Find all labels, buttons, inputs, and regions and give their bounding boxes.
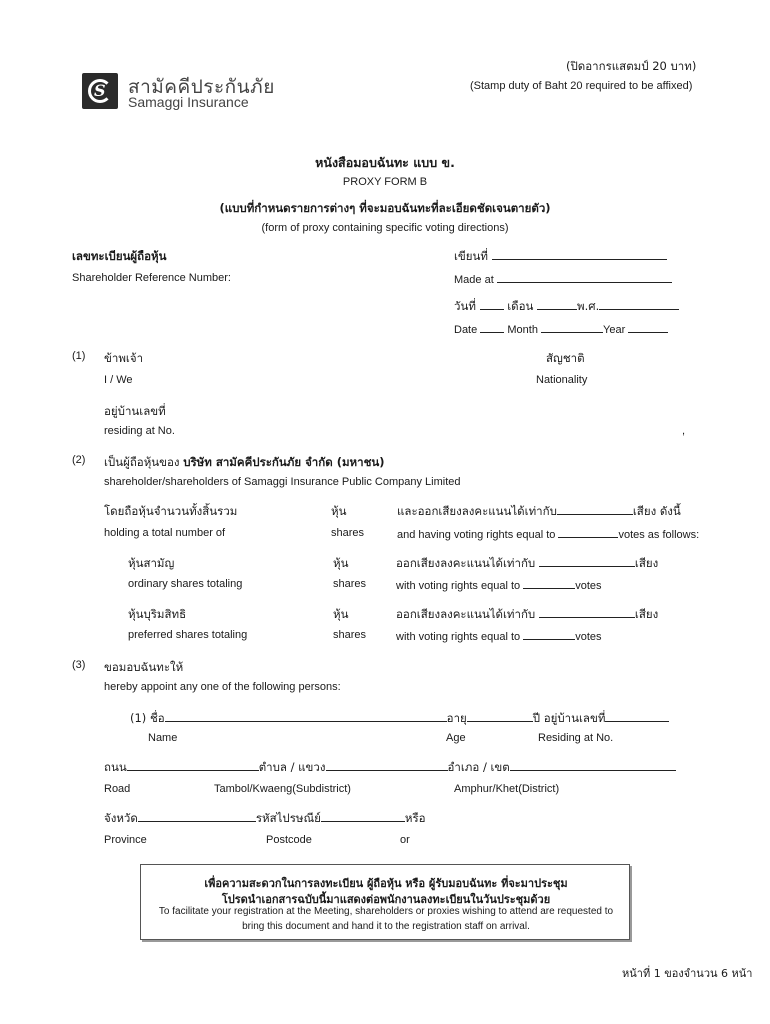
month-field[interactable] (541, 322, 603, 333)
road-field[interactable] (127, 760, 259, 771)
section-2-number: (2) (72, 454, 86, 466)
date-row-th: วันที่ เดือน พ.ศ. (454, 298, 679, 316)
preferred-shares-field[interactable] (250, 617, 322, 633)
section-2-text-th: เป็นผู้ถือหุ้นของ บริษัท สามัคคีประกันภัย จำกัด (มหาชน) (104, 455, 385, 469)
preferred-votes-label-th: ออกเสียงลงคะแนนได้เท่ากับ เสียง (396, 607, 659, 621)
postcode-label-en: Postcode (266, 834, 312, 846)
proxy-name-row-th: (1) ชื่อ อายุ ปี อยู่บ้านเลขที่ (130, 710, 669, 728)
ref-label-th: เลขทะเบียนผู้ถือหุ้น (72, 249, 167, 263)
made-at-field[interactable] (497, 272, 672, 283)
made-at-field-th[interactable] (492, 249, 667, 260)
stamp-note-th: (ปิดอากรแสตมป์ 20 บาท) (566, 59, 697, 73)
company-logo-icon: S (82, 73, 118, 109)
preferred-shares-label-th: หุ้นบุริมสิทธิ (128, 607, 187, 621)
form-subtitle-en: (form of proxy containing specific voting directions) (261, 222, 509, 234)
proxy-age-label-en: Age (446, 732, 466, 744)
residing-label-en: residing at No. (104, 425, 175, 437)
month-field-th[interactable] (537, 299, 577, 310)
ordinary-shares-unit-th: หุ้น (333, 556, 349, 570)
residing-label-th: อยู่บ้านเลขที่ (104, 404, 166, 418)
preferred-votes-label-en: with voting rights equal to votes (396, 631, 602, 643)
day-field-th[interactable] (480, 299, 504, 310)
ordinary-shares-field[interactable] (250, 566, 322, 582)
or-label-en: or (400, 834, 410, 846)
total-shares-field[interactable] (240, 513, 320, 529)
proxy-residing-field[interactable] (605, 711, 669, 722)
ordinary-votes-label-th: ออกเสียงลงคะแนนได้เท่ากับ เสียง (396, 556, 659, 570)
section-3-text-th: ขอมอบฉันทะให้ (104, 660, 184, 674)
ordinary-votes-field[interactable] (523, 578, 575, 589)
form-title-th: หนังสือมอบฉันทะ แบบ ข. (315, 155, 455, 170)
total-shares-label-th: โดยถือหุ้นจำนวนทั้งสิ้นรวม (104, 504, 238, 518)
proxy-age-field[interactable] (467, 711, 533, 722)
total-shares-label-en: holding a total number of (104, 527, 226, 539)
road-label-en: Road (104, 783, 131, 795)
preferred-shares-unit-th: หุ้น (333, 607, 349, 621)
page-number: หน้าที่ 1 ของจำนวน 6 หน้า (622, 967, 753, 980)
section-3-text-en: hereby appoint any one of the following persons: (104, 681, 341, 693)
section-1-i-en: I / We (104, 374, 133, 386)
total-votes-label-th: และออกเสียงลงคะแนนได้เท่ากับ เสียง ดังนี้ (397, 504, 681, 518)
section-2-text-en: shareholder/shareholders of Samaggi Insurance Public Company Limited (104, 476, 461, 488)
section-3-number: (3) (72, 659, 86, 671)
ordinary-votes-label-en: with voting rights equal to votes (396, 580, 602, 592)
road-row-th: ถนน ตำบล / แขวง อำเภอ / เขต (104, 759, 676, 777)
registration-notice-box (140, 864, 630, 940)
notice-line-1-en: To facilitate your registration at the Meeting, shareholders or proxies wishing to attend are requested to (158, 906, 614, 917)
total-votes-field-th[interactable] (557, 504, 633, 515)
date-row-en: Date Month Year (454, 322, 668, 336)
ordinary-shares-unit-en: shares (333, 578, 367, 590)
ordinary-shares-label-en: ordinary shares totaling (128, 578, 243, 590)
notice-line-1-th: เพื่อความสะดวกในการลงทะเบียน ผู้ถือหุ้น หรือ ผู้รับมอบฉันทะ ที่จะมาประชุม (204, 877, 568, 890)
section-1-i-th: ข้าพเจ้า (104, 351, 144, 365)
made-at-label-en: Made at (454, 272, 672, 286)
total-shares-unit-en: shares (331, 527, 365, 539)
form-subtitle-th: (แบบที่กำหนดรายการต่างๆ ที่จะมอบฉันทะที่ละเอียดชัดเจนตายตัว) (219, 201, 551, 215)
logo-name-th: สามัคคีประกันภัย (128, 76, 275, 98)
amphur-label-en: Amphur/Khet(District) (454, 783, 560, 795)
logo-name-en: Samaggi Insurance (128, 94, 249, 110)
nationality-label-th: สัญชาติ (546, 351, 585, 365)
postcode-field[interactable] (321, 811, 405, 822)
year-field-th[interactable] (599, 299, 679, 310)
province-row-th: จังหวัด รหัสไปรษณีย์ หรือ (104, 811, 426, 825)
province-field[interactable] (138, 811, 256, 822)
preferred-votes-field-th[interactable] (539, 607, 635, 618)
date-field[interactable] (480, 322, 504, 333)
total-votes-field[interactable] (558, 527, 618, 538)
address-comma: , (682, 425, 686, 437)
preferred-shares-unit-en: shares (333, 629, 367, 641)
total-shares-unit-th: หุ้น (331, 504, 347, 518)
shareholder-name-field[interactable] (140, 360, 520, 376)
notice-line-2-th: โปรดนำเอกสารฉบับนี้มาแสดงต่อพนักงานลงทะเบียนในวันประชุมด้วย (221, 893, 551, 906)
ref-label-en: Shareholder Reference Number: (72, 272, 231, 284)
ordinary-shares-label-th: หุ้นสามัญ (128, 556, 175, 570)
ordinary-votes-field-th[interactable] (539, 556, 635, 567)
year-field[interactable] (628, 322, 668, 333)
notice-line-2-en: bring this document and hand it to the registration staff on arrival. (242, 921, 530, 932)
made-at-label-th: เขียนที่ (454, 248, 667, 266)
tambol-label-en: Tambol/Kwaeng(Subdistrict) (214, 783, 351, 795)
form-title-en: PROXY FORM B (342, 176, 428, 188)
proxy-residing-label-en: Residing at No. (538, 732, 614, 744)
tambol-field[interactable] (326, 760, 448, 771)
proxy-name-field[interactable] (165, 711, 447, 722)
total-votes-label-en: and having voting rights equal to votes as follows: (397, 529, 700, 541)
amphur-field[interactable] (510, 760, 676, 771)
preferred-shares-label-en: preferred shares totaling (128, 629, 248, 641)
province-label-en: Province (104, 834, 147, 846)
address-field[interactable] (180, 413, 670, 429)
preferred-votes-field[interactable] (523, 629, 575, 640)
stamp-note-en: (Stamp duty of Baht 20 required to be affixed) (470, 80, 693, 92)
proxy-name-label-en: Name (148, 732, 178, 744)
nationality-label-en: Nationality (536, 374, 588, 386)
section-1-number: (1) (72, 350, 86, 362)
